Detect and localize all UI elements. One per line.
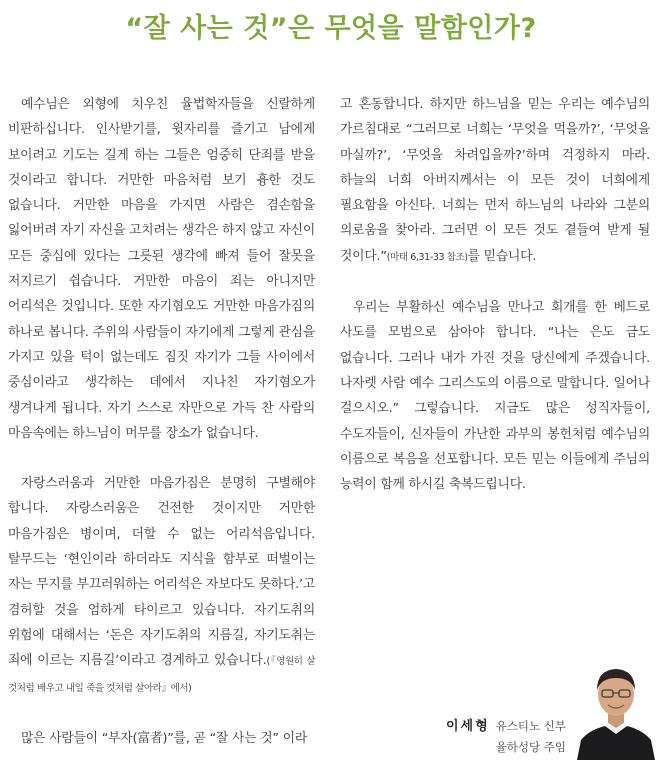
paragraph-2-text: 자랑스러움과 거만한 마음가짐은 분명히 구별해야 합니다. 자랑스러움은 건전한 것이지만 거만한 마음가짐은 병이며, 더할 수 없는 어리석음입니다. 탈무드는 ‘현인이라 하더라도 지식을 함부로 떠벌이는 자는 무지를 부끄러워하는 어리석은 자보다도 못하다.’고 겸허할 것을 엄하게 타이르고 있습니다. 자기도취의 위험에 대해서는 ‘돈은 자기도취의 지름길, 자기도취는 죄에 이르는 지름길’이라고 경계하고 있습니다. (8, 476, 315, 669)
paragraph-4-tail: 를 믿습니다. (467, 248, 537, 264)
paragraph-3: 많은 사람들이 “부자(富者)”를, 곧 “잘 사는 것” 이라 (21, 730, 308, 746)
author-title: 유스티노 신부 (495, 719, 566, 733)
paragraph-2 (8, 471, 315, 701)
paragraph-4-text: 고 혼동합니다. 하지만 하느님을 믿는 우리는 예수님의 가르침대로 “그러므로 너희는 ‘무엇을 먹을까?’, ‘무엇을 마실까?’, ‘무엇을 차려입을까?’하며 걱정하지 마라. 하늘의 너희 아버지께서는 이 모든 것이 너희에게 필요함을 아신다. 너희는 먼저 하느님의 나라와 그분의 의로움을 찾아라. 그러면 이 모든 것도 곁들여 받게 될 것이다.” (340, 97, 650, 264)
paragraph-4 (340, 92, 650, 270)
book-reference: (『영원히 살 것처럼 배우고 내일 죽을 것처럼 살아라』에서) (8, 656, 315, 694)
author-parish: 율하성당 주임 (495, 740, 566, 754)
right-column (340, 92, 650, 497)
paragraph-1: 예수님은 외형에 치우친 율법학자들을 신랄하게 비판하십니다. 인사받기를, 윗자리를 즐기고 남에게 보이려고 기도는 길게 하는 그들은 엄중히 단죄를 받을 것이라고 합니다. 거만한 마음처럼 보기 흉한 것도 없습니다. 거만한 마음을 가지면 사람은 겸손함을 잃어버려 자기 자신을 고치려는 생각은 하지 않고 자신이 모든 중심에 있다는 그릇된 생각에 빠져 들어 잘못을 저지르기 쉽습니다. 거만한 마음이 죄는 아니지만 어리석은 것입니다. 또한 자기혐오도 거만한 마음가짐의 하나로 봅니다. 주위의 사람들이 자기에게 그렇게 관심을 가지고 있을 턱이 없는데도 짐짓 자기가 그들 사이에서 중심이라고 생각하는 데에서 지나친 자기혐오가 생겨나게 됩니다. 자기 스스로 자만으로 가득 찬 사람의 마음속에는 하느님이 머무를 장소가 없습니다. (8, 97, 315, 441)
author-photo (575, 660, 657, 760)
bible-reference: (마태 6,31-33 참조) (386, 251, 468, 263)
page-title: “잘 사는 것”은 무엇을 말함인가? (125, 13, 537, 44)
author-byline (446, 716, 566, 758)
paragraph-5: 우리는 부활하신 예수님을 만나고 회개를 한 베드로 사도를 모범으로 삼아야 합니다. “나는 은도 금도 없습니다. 그러나 내가 가진 것을 당신에게 주겠습니다. 나자렛 사람 예수 그리스도의 이름으로 말합니다. 일어나 걸으시오.” 그렇습니다. 지금도 많은 성직자들이, 수도자들이, 신자들이 가난한 과부의 봉헌처럼 예수님의 이름으로 복음을 선포합니다. 모든 믿는 이들에게 주님의 능력이 함께 하시길 축복드립니다. (340, 300, 650, 493)
author-name: 이세형 (446, 719, 490, 734)
left-column (8, 92, 315, 751)
